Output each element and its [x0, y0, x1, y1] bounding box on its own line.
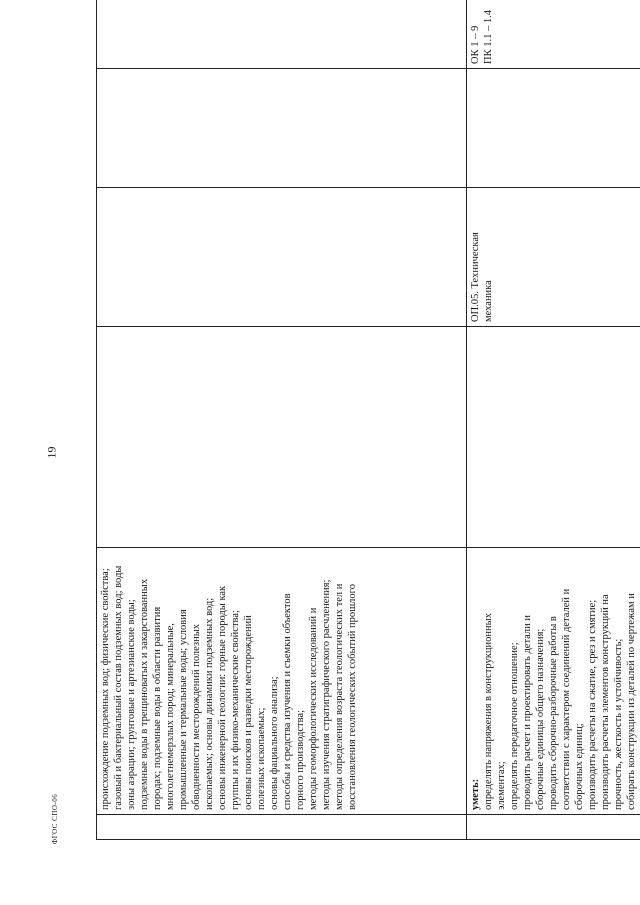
index-cell — [97, 815, 467, 840]
description-cell — [97, 548, 467, 815]
text-line: определять напряжения в конструкционных — [483, 613, 494, 810]
standard-table — [96, 0, 640, 840]
text-line: собирать конструкции из деталей по чертежам и — [626, 593, 637, 810]
text-line: горного производства; — [295, 709, 306, 810]
text-line: происхождение подземных вод; физические свойства; — [100, 568, 111, 810]
table-row — [97, 0, 467, 840]
table-row — [467, 0, 640, 840]
index-cell — [467, 815, 640, 840]
skills-label: уметь : — [469, 552, 482, 810]
empty-cell — [97, 188, 467, 327]
competency-professional: ПК 1.1 – 1.4 — [483, 10, 494, 64]
text-line: проводить сборочно-разборочные работы в — [548, 616, 559, 810]
discipline-cell: ОП.05. Техническая механика — [467, 188, 640, 327]
rotated-table-wrapper — [96, 10, 637, 840]
text-line: сборочные единицы общего назначения; — [535, 628, 546, 810]
text-line: восстановления геологических событий прошлого — [347, 584, 358, 810]
text-line: основы инженерной геологии: горные породы как — [217, 585, 228, 810]
text-line: полезных ископаемых; — [256, 707, 267, 810]
empty-cell — [97, 69, 467, 188]
text-line: прочность, жесткость и устойчивость; — [613, 638, 624, 810]
text-line: сборочных единиц; — [574, 723, 585, 810]
skills-list — [482, 552, 638, 810]
text-line: промышленные и термальные воды; условия — [178, 609, 189, 810]
text-line: способы и средства изучения и съемки объектов — [282, 593, 293, 810]
text-line: методы определения возраста геологических тел и — [334, 583, 345, 810]
text-line: элементах; — [496, 761, 507, 810]
empty-cell — [97, 0, 467, 69]
page-number: 19 — [44, 446, 59, 459]
text-line: производить расчеты элементов конструкций на — [600, 594, 611, 810]
text-line: газовый и бактериальный состав подземных вод; воды — [113, 565, 124, 810]
text-line: многолетнемерзлых пород; минеральные, — [165, 623, 176, 810]
skills-cell — [467, 548, 640, 815]
footer-code: ФГОС СПО-06 — [51, 793, 59, 845]
text-line: ископаемых; основы динамики подземных вод; — [204, 597, 215, 810]
competency-general: ОК 1 – 9 — [470, 25, 481, 64]
text-line: основы фациального анализа; — [269, 676, 280, 810]
text-line: основы поисков и разведки месторождений — [243, 615, 254, 810]
text-line: породах; подземные воды в области развития — [152, 606, 163, 810]
text-line: подземные воды в трещиноватых и закарстованных — [139, 578, 150, 810]
text-line: методы изучения стратиграфического расчленения; — [321, 579, 332, 810]
text-line: зоны аэрации; грунтовые и артезианские воды; — [126, 599, 137, 810]
text-line: определять передаточное отношение; — [509, 642, 520, 810]
text-line: производить расчеты на сжатие, срез и смятие; — [587, 599, 598, 810]
text-line: группы и их физико-механические свойства; — [230, 610, 241, 810]
text-line: проводить расчет и проектировать детали и — [522, 614, 533, 810]
text-line: соответствии с характером соединений деталей и — [561, 588, 572, 810]
empty-cell — [97, 327, 467, 548]
empty-cell — [467, 327, 640, 548]
text-line: методы геоморфологических исследований и — [308, 607, 319, 810]
text-line: обводненности месторождений полезных — [191, 623, 202, 810]
competencies-cell — [467, 0, 640, 69]
empty-cell — [467, 69, 640, 188]
